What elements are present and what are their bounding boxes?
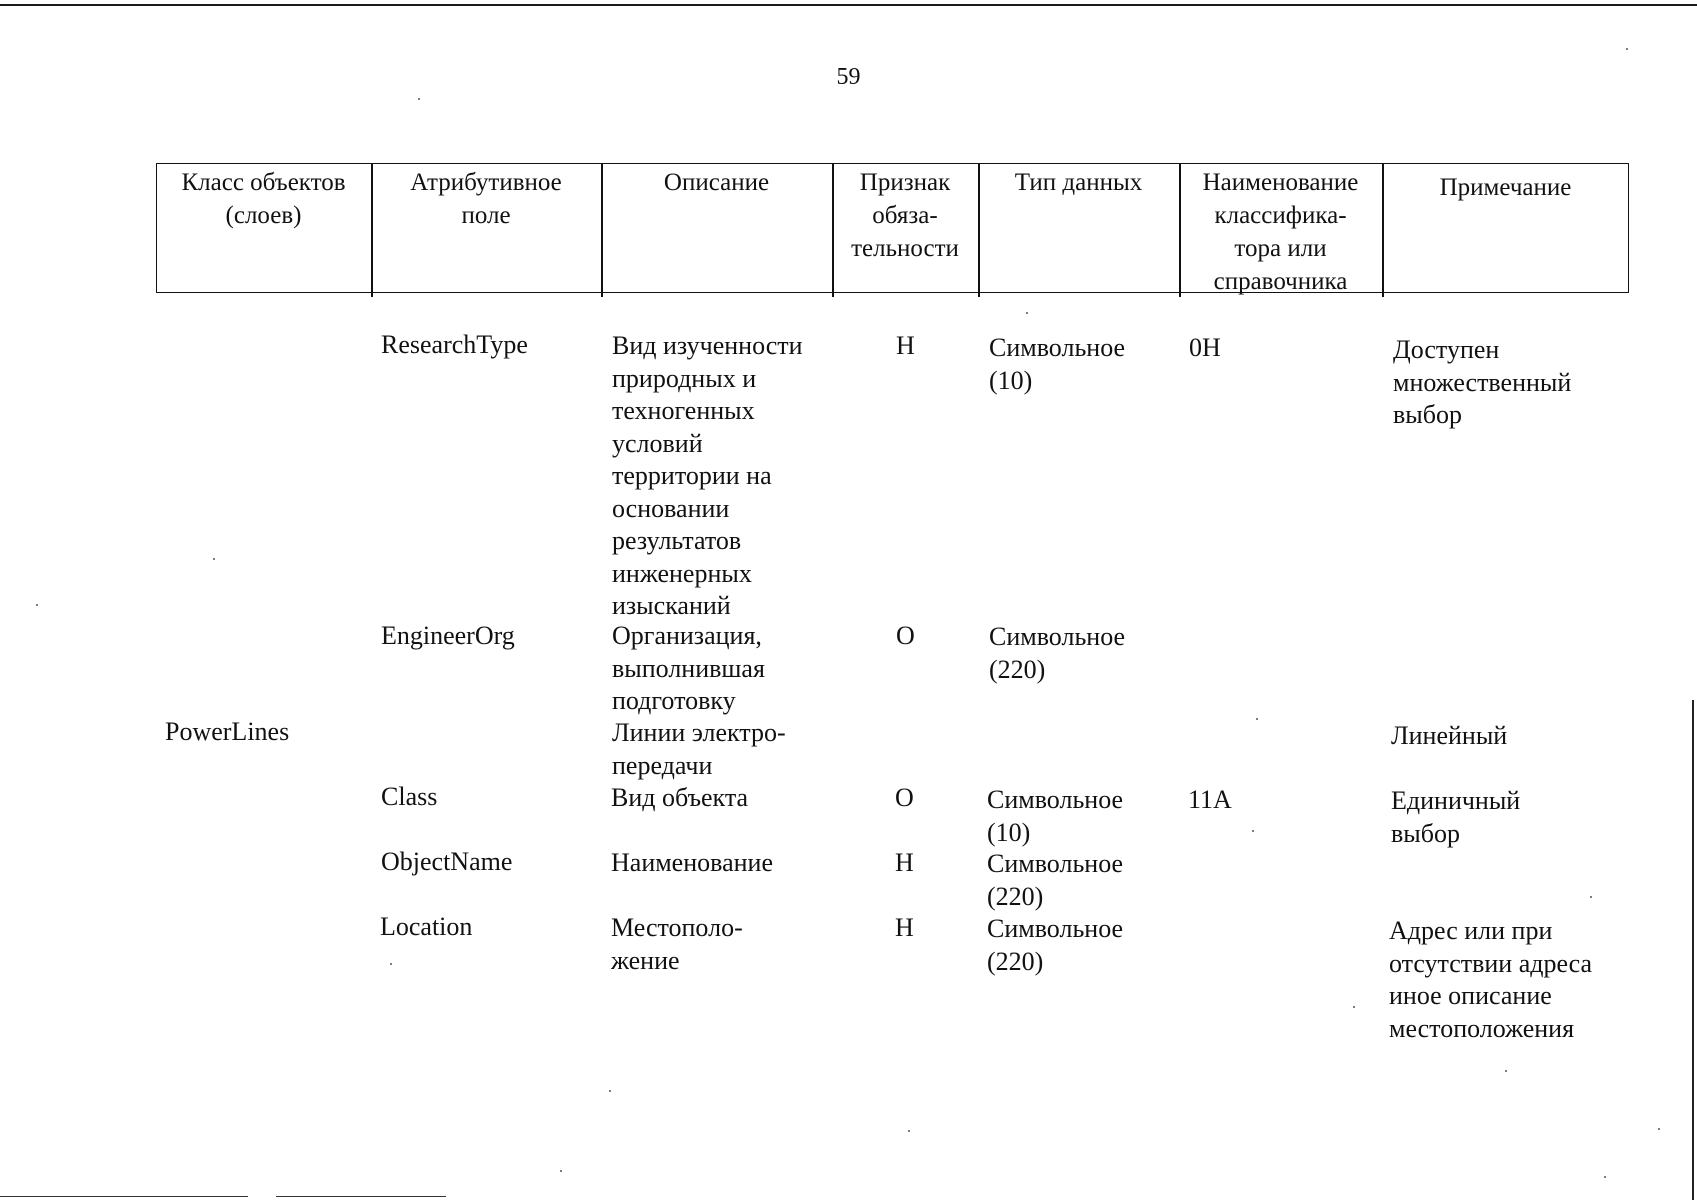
field-description: Местополо- жение bbox=[611, 913, 743, 975]
required-flag: О bbox=[895, 783, 914, 812]
scan-speck bbox=[390, 963, 392, 965]
scan-speck bbox=[1658, 1128, 1660, 1130]
header-note: Примечание bbox=[1439, 174, 1572, 201]
field-description: Вид объекта bbox=[611, 783, 749, 812]
field-name: Location bbox=[380, 912, 473, 941]
field-description: Вид изученности природных и техногенных условий территории на основании результатов инженерных изысканий bbox=[612, 331, 803, 620]
scan-speck bbox=[560, 1170, 562, 1172]
data-type: Символьное (10) bbox=[989, 333, 1126, 395]
top-border-line bbox=[0, 4, 1697, 6]
header-required-flag: Признак обяза- тельности bbox=[851, 169, 959, 262]
field-description: Линии электро- передачи bbox=[612, 718, 786, 780]
required-flag: Н bbox=[895, 848, 914, 877]
note: Линейный bbox=[1391, 721, 1508, 750]
header-class-objects: Класс объектов (слоев) bbox=[181, 169, 346, 229]
classifier-code: 11А bbox=[1188, 785, 1232, 814]
header-data-type: Тип данных bbox=[1014, 169, 1143, 196]
note: Единичный выбор bbox=[1391, 786, 1521, 848]
note: Доступен множественный выбор bbox=[1393, 335, 1572, 429]
scan-speck bbox=[1026, 312, 1028, 314]
field-name: ObjectName bbox=[381, 847, 513, 876]
required-flag: Н bbox=[895, 913, 914, 942]
header-classifier-name: Наименование классифика- тора или справочника bbox=[1202, 169, 1359, 295]
classifier-code: 0Н bbox=[1189, 333, 1221, 362]
data-type: Символьное (220) bbox=[987, 849, 1124, 911]
header-description: Описание bbox=[663, 169, 770, 196]
scan-speck bbox=[609, 1090, 611, 1092]
scan-speck bbox=[1604, 1176, 1606, 1178]
right-border-line bbox=[1692, 700, 1694, 1200]
bottom-border-line bbox=[276, 1196, 446, 1197]
scan-speck bbox=[1252, 830, 1254, 832]
data-type: Символьное (220) bbox=[989, 622, 1126, 684]
header-attribute-field: Атрибутивное поле bbox=[410, 169, 562, 229]
field-name: Class bbox=[381, 782, 438, 811]
scan-speck bbox=[1256, 718, 1258, 720]
scan-speck bbox=[908, 1130, 910, 1132]
bottom-border-line bbox=[0, 1196, 248, 1197]
scan-speck bbox=[36, 604, 38, 606]
scan-speck bbox=[1353, 1006, 1355, 1008]
scan-speck bbox=[213, 558, 215, 560]
required-flag: Н bbox=[896, 331, 915, 360]
data-type: Символьное (10) bbox=[987, 785, 1124, 847]
scan-speck bbox=[418, 98, 420, 100]
required-flag: О bbox=[896, 621, 915, 650]
scan-speck bbox=[1505, 1070, 1507, 1072]
scan-speck bbox=[1626, 48, 1628, 50]
field-description: Наименование bbox=[611, 848, 773, 877]
scan-speck bbox=[1590, 896, 1592, 898]
object-class-name: PowerLines bbox=[165, 717, 290, 746]
field-name: EngineerOrg bbox=[381, 621, 515, 650]
field-name: ResearchType bbox=[381, 330, 528, 359]
field-description: Организация, выполнившая подготовку bbox=[612, 621, 765, 715]
note: Адрес или при отсутствии адреса иное описание местоположения bbox=[1389, 916, 1593, 1043]
data-type: Символьное (220) bbox=[987, 914, 1124, 976]
page-number: 59 bbox=[836, 64, 861, 90]
